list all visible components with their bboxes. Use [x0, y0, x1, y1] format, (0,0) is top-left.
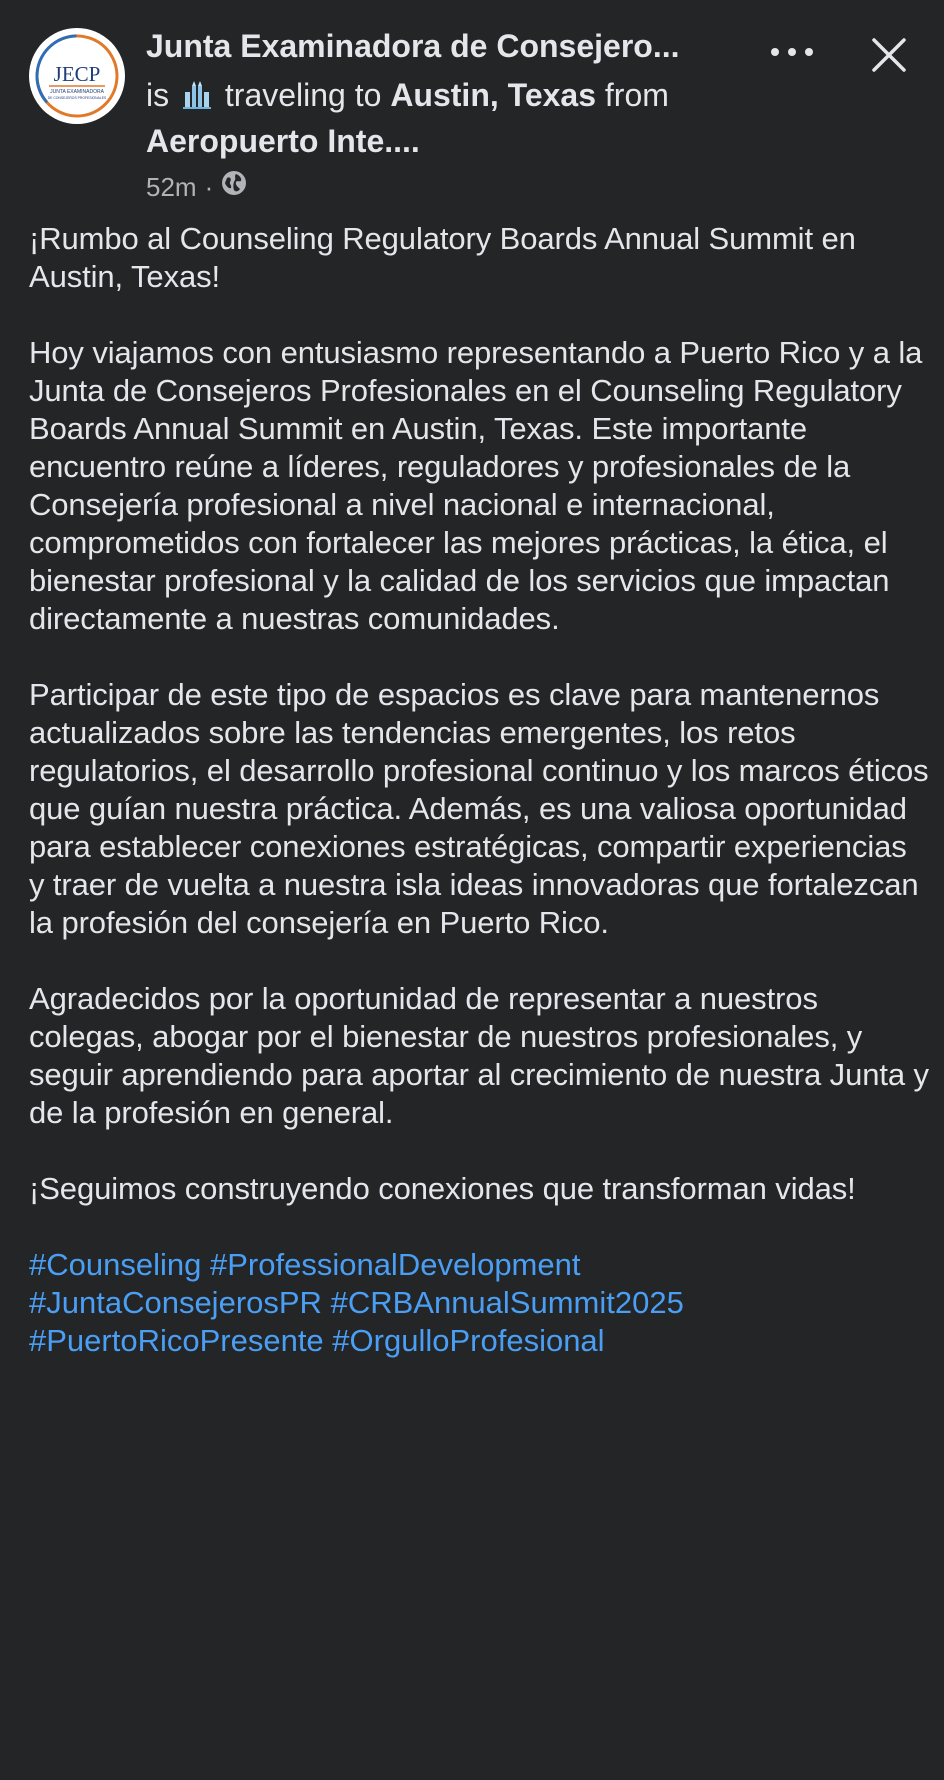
logo-subtext: JUNTA EXAMINADORA [50, 89, 104, 95]
close-button[interactable] [864, 30, 914, 80]
airport-icon [182, 78, 212, 120]
close-icon [871, 37, 907, 73]
post-paragraph: Hoy viajamos con entusiasmo representando a Puerto Rico y a la Junta de Consejeros Profesionales en el Counseling Regulatory Boards Annual Summit en Austin, Texas. Este importante encuentro reúne a líderes, reguladores y profesionales de la Consejería profesional a nivel nacional e internacional, comprometidos con fortalecer las mejores prácticas, la ética, el bienestar profesional y la calidad de los servicios que impactan directamente a nuestras comunidades. [29, 335, 923, 636]
timestamp[interactable]: 52m [146, 172, 197, 202]
activity-line [146, 74, 766, 162]
post-body [29, 220, 929, 1360]
post-paragraph: ¡Rumbo al Counseling Regulatory Boards Annual Summit en Austin, Texas! [29, 221, 856, 294]
post-paragraph: Agradecidos por la oportunidad de representar a nuestros colegas, abogar por el bienestar de nuestros profesionales, y seguir aprendiendo para aportar al crecimiento de nuestra Junta y de la profesión en general. [29, 981, 929, 1130]
logo-subtext-2: DE CONSEJEROS PROFESIONALES [47, 96, 107, 100]
hashtag-link[interactable]: #ProfessionalDevelopment [209, 1247, 581, 1282]
post-meta [146, 170, 247, 204]
post-paragraph: ¡Seguimos construyendo conexiones que transforman vidas! [29, 1171, 856, 1206]
activity-verb: traveling to [224, 77, 382, 113]
meta-separator: · [204, 172, 214, 202]
destination-link[interactable]: Austin, Texas [390, 77, 596, 113]
hashtag-link[interactable]: #OrgulloProfesional [332, 1323, 605, 1358]
activity-prefix: is [146, 77, 170, 113]
more-horizontal-icon [770, 47, 814, 57]
globe-icon[interactable] [221, 170, 247, 204]
page-name-link[interactable] [146, 26, 746, 66]
page-name: Junta Examinadora de Consejero... [146, 28, 680, 64]
jecp-logo-icon [29, 28, 125, 124]
hashtag-link[interactable]: #JuntaConsejerosPR [29, 1285, 322, 1320]
more-options-button[interactable] [764, 30, 820, 74]
page-avatar[interactable] [29, 28, 125, 124]
from-word: from [604, 77, 669, 113]
post-paragraph: Participar de este tipo de espacios es clave para mantenernos actualizados sobre las tendencias emergentes, los retos regulatorios, el desarrollo profesional continuo y los marcos éticos que guían nuestra práctica. Además, es una valiosa oportunidad para establecer conexiones estratégicas, compartir experiencias y traer de vuelta a nuestra isla ideas innovadoras que fortalezcan la profesión del consejería en Puerto Rico. [29, 677, 929, 940]
origin-link[interactable]: Aeropuerto Inte.... [146, 123, 420, 159]
hashtag-link[interactable]: #CRBAnnualSummit2025 [330, 1285, 684, 1320]
hashtag-link[interactable]: #Counseling [29, 1247, 202, 1282]
hashtag-link[interactable]: #PuertoRicoPresente [29, 1323, 324, 1358]
hashtag-list [29, 1246, 929, 1360]
logo-text: JECP [53, 62, 101, 86]
